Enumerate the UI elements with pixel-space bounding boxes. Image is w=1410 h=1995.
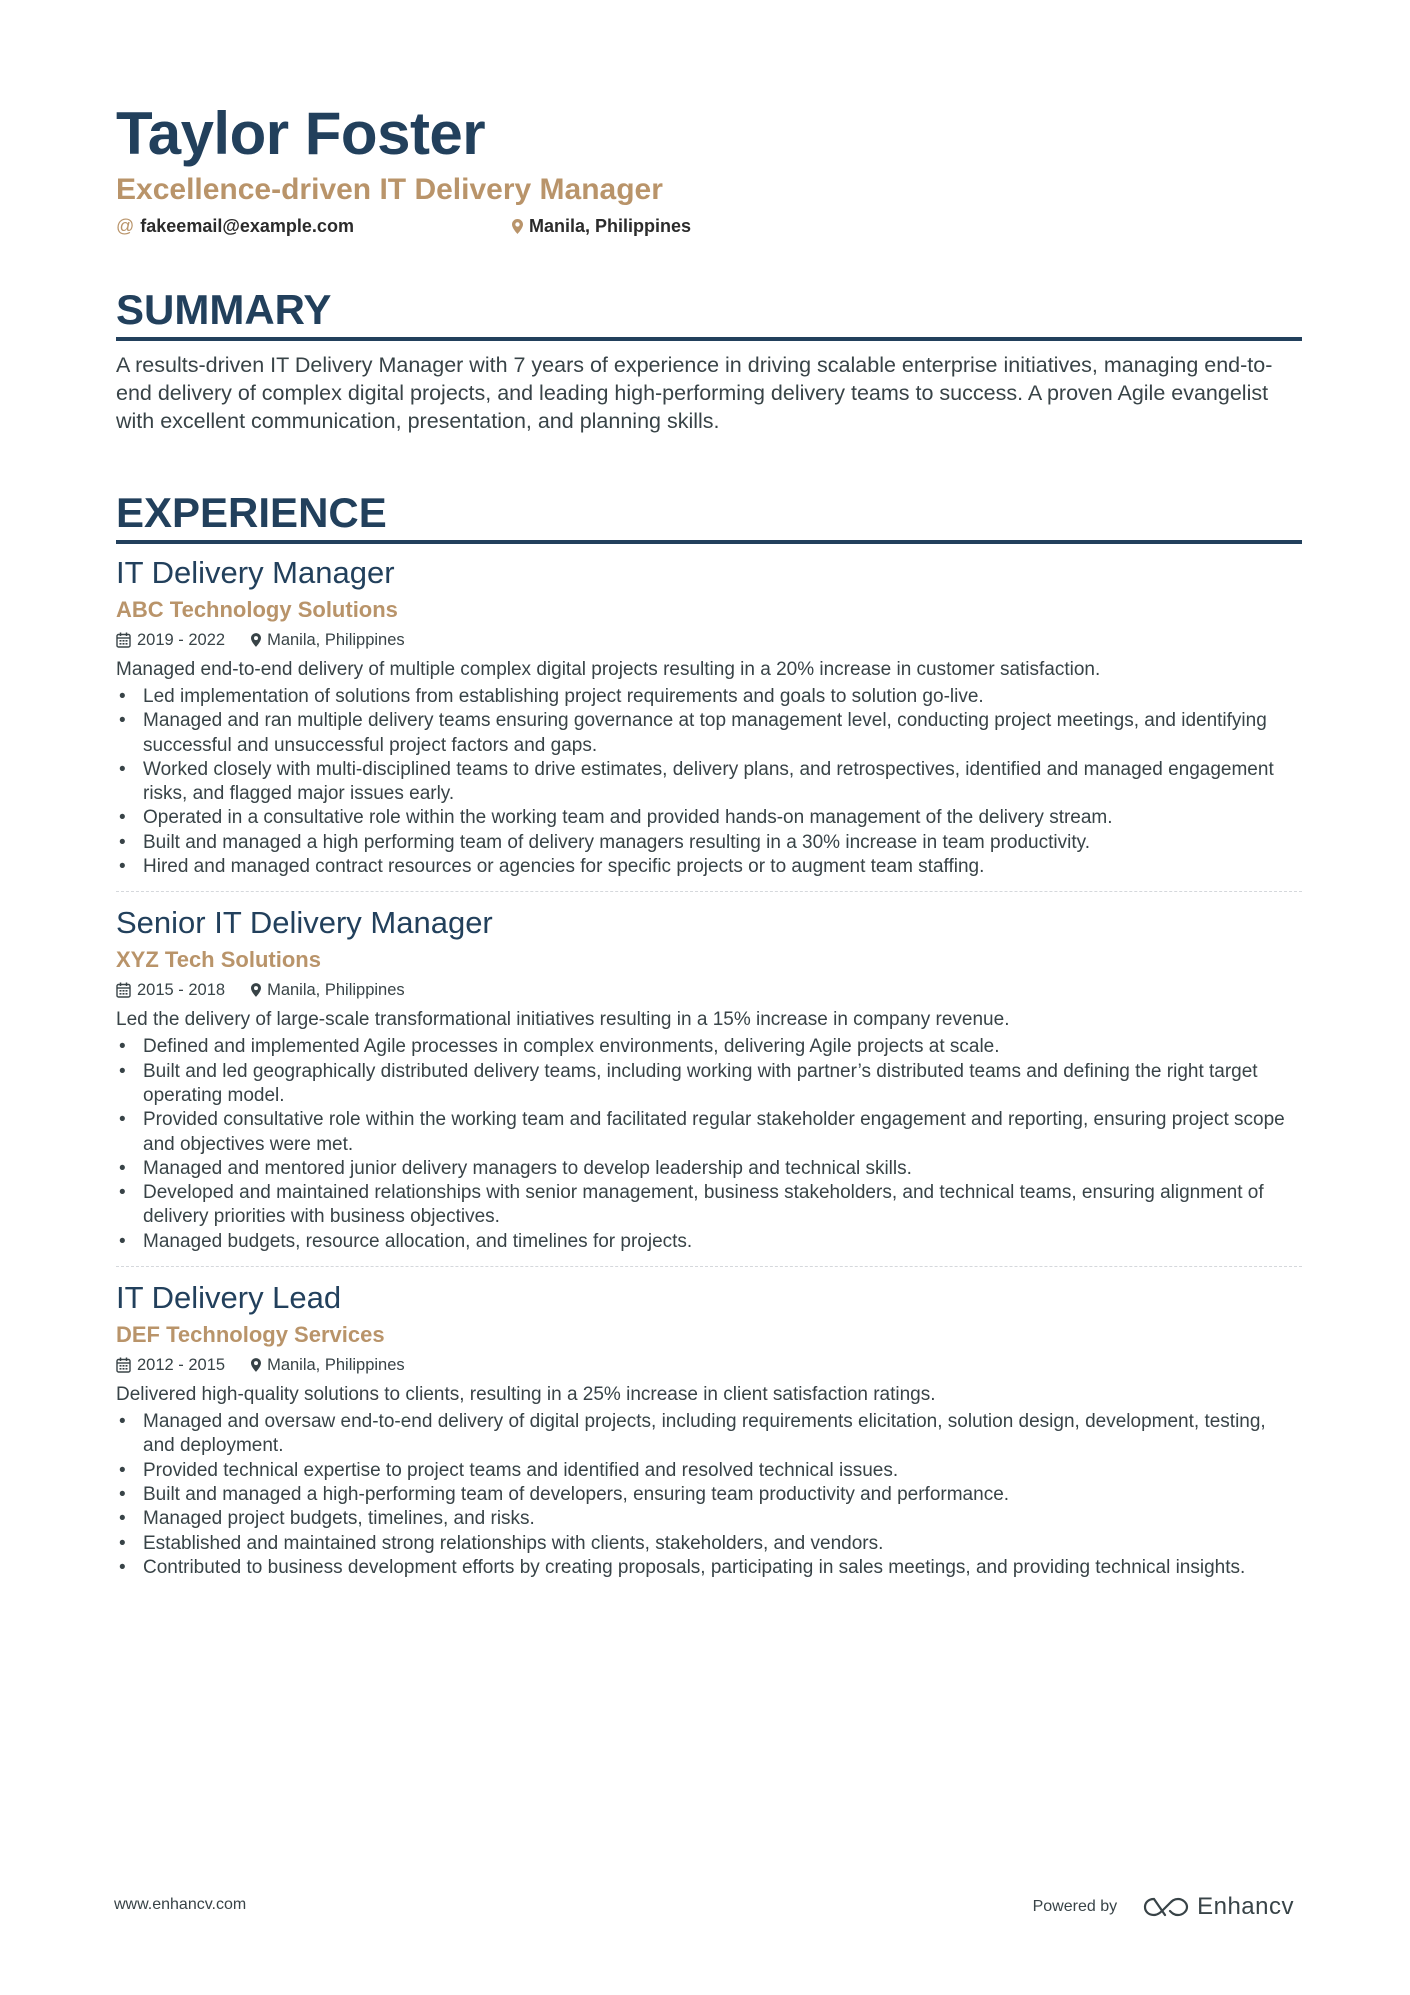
company-name: DEF Technology Services [116,1322,385,1348]
footer-website-link[interactable]: www.enhancv.com [114,1896,247,1913]
powered-by-label: Powered by [1032,1898,1118,1915]
job-location [251,631,405,650]
job-dates-text: 2012 - 2015 [137,1355,226,1374]
location-text: Manila, Philippines [529,215,692,236]
job-description: Managed end-to-end delivery of multiple complex digital projects resulting in a 20% increase in customer satisfaction. [116,659,1101,680]
bullet-item: • Built and managed a high-performing team of developers, ensuring team productivity and performance. [119,1483,1010,1505]
job-entry [116,891,1302,1254]
enhancv-logo-icon [1143,1896,1189,1918]
job-bullets [116,1035,1302,1254]
location-pin-icon [251,633,261,647]
summary-text: A results-driven IT Delivery Manager with 7 years of experience in driving scalable enterprise initiatives, managing end-to-end delivery of complex digital projects, and leading high-performing delivery teams to success. A proven Agile evangelist with excellent communication, presentation, and planning skills. [116,353,1273,433]
job-location-text: Manila, Philippines [267,630,405,649]
resume-header [116,100,1302,238]
job-dates [116,981,225,1000]
calendar-icon [116,982,131,998]
job-location-text: Manila, Philippines [267,980,405,999]
job-title: Senior IT Delivery Manager [116,905,493,941]
location-pin-icon [512,219,523,234]
bullet-item: • Established and maintained strong relationships with clients, stakeholders, and vendors. [119,1532,884,1554]
job-dates [116,1356,225,1375]
candidate-headline: Excellence-driven IT Delivery Manager [116,173,663,206]
email-text: fakeemail@example.com [140,215,354,236]
calendar-icon [116,632,131,648]
experience-title: EXPERIENCE [116,489,1302,544]
summary-section [116,286,1302,435]
job-dates-text: 2019 - 2022 [137,630,226,649]
bullet-item: • Managed and ran multiple delivery teams ensuring governance at top management level, conducting project meetings, and identifying successful and unsuccessful project factors and gaps. [119,710,1267,756]
resume-page [116,100,1302,1578]
brand-name: Enhancv [1197,1893,1294,1920]
bullet-item: • Provided consultative role within the working team and facilitated regular stakeholder engagement and reporting, ensuring project scope and objectives were met. [119,1109,1285,1155]
contact-location [512,216,691,237]
job-meta [116,1352,1302,1378]
job-meta [116,627,1302,653]
company-name: ABC Technology Solutions [116,597,398,622]
contact-email[interactable] [116,216,512,237]
location-pin-icon [251,983,261,997]
job-description: Delivered high-quality solutions to clients, resulting in a 25% increase in client satisfaction ratings. [116,1384,936,1406]
job-entry [116,1266,1302,1580]
location-pin-icon [251,1358,261,1372]
bullet-item: • Operated in a consultative role within the working team and provided hands-on management of the delivery stream. [119,807,1113,829]
job-bullets [116,685,1302,879]
experience-section [116,489,1302,1580]
job-bullets [116,1410,1302,1580]
calendar-icon [116,1357,131,1373]
candidate-name: Taylor Foster [116,100,486,167]
job-title: IT Delivery Manager [116,555,395,590]
job-meta [116,977,1302,1003]
job-location [251,1356,405,1375]
powered-by[interactable] [1033,1893,1294,1921]
contact-row [116,214,1302,238]
bullet-item: • Managed and mentored junior delivery managers to develop leadership and technical skills. [119,1157,912,1179]
job-list [116,544,1302,1580]
job-location [251,981,405,1000]
bullet-item: • Led implementation of solutions from establishing project requirements and goals to solution go-live. [119,686,984,707]
job-title: IT Delivery Lead [116,1280,342,1316]
at-icon: @ [116,215,135,236]
bullet-item: • Managed project budgets, timelines, and risks. [119,1508,535,1530]
job-location-text: Manila, Philippines [267,1355,405,1374]
bullet-item: • Worked closely with multi-disciplined teams to drive estimates, delivery plans, and retrospectives, identified and managed engagement risks, and flagged major issues early. [119,758,1274,805]
bullet-item: • Built and managed a high performing team of delivery managers resulting in a 30% increase in team productivity. [119,831,1090,853]
bullet-item: • Hired and managed contract resources or agencies for specific projects or to augment team staffing. [119,856,985,878]
job-dates [116,631,225,650]
bullet-item: • Provided technical expertise to project teams and identified and resolved technical issues. [119,1459,899,1481]
bullet-item: • Managed and oversaw end-to-end delivery of digital projects, including requirements elicitation, solution design, development, testing, and deployment. [119,1411,1266,1457]
company-name: XYZ Tech Solutions [116,947,321,973]
bullet-item: • Contributed to business development efforts by creating proposals, participating in sales meetings, and providing technical insights. [119,1556,1246,1578]
page-footer [114,1893,1294,1923]
summary-title: SUMMARY [116,286,1302,341]
bullet-item: • Developed and maintained relationships with senior management, business stakeholders, and technical teams, ensuring alignment of delivery priorities with business objectives. [119,1182,1264,1228]
bullet-item: • Built and led geographically distributed delivery teams, including working with partner’s distributed teams and defining the right target operating model. [119,1060,1258,1106]
job-description: Led the delivery of large-scale transformational initiatives resulting in a 15% increase in company revenue. [116,1009,1010,1031]
bullet-item: • Managed budgets, resource allocation, and timelines for projects. [119,1230,693,1252]
job-dates-text: 2015 - 2018 [137,980,226,999]
job-entry [116,544,1302,879]
bullet-item: • Defined and implemented Agile processes in complex environments, delivering Agile projects at scale. [119,1036,1000,1058]
